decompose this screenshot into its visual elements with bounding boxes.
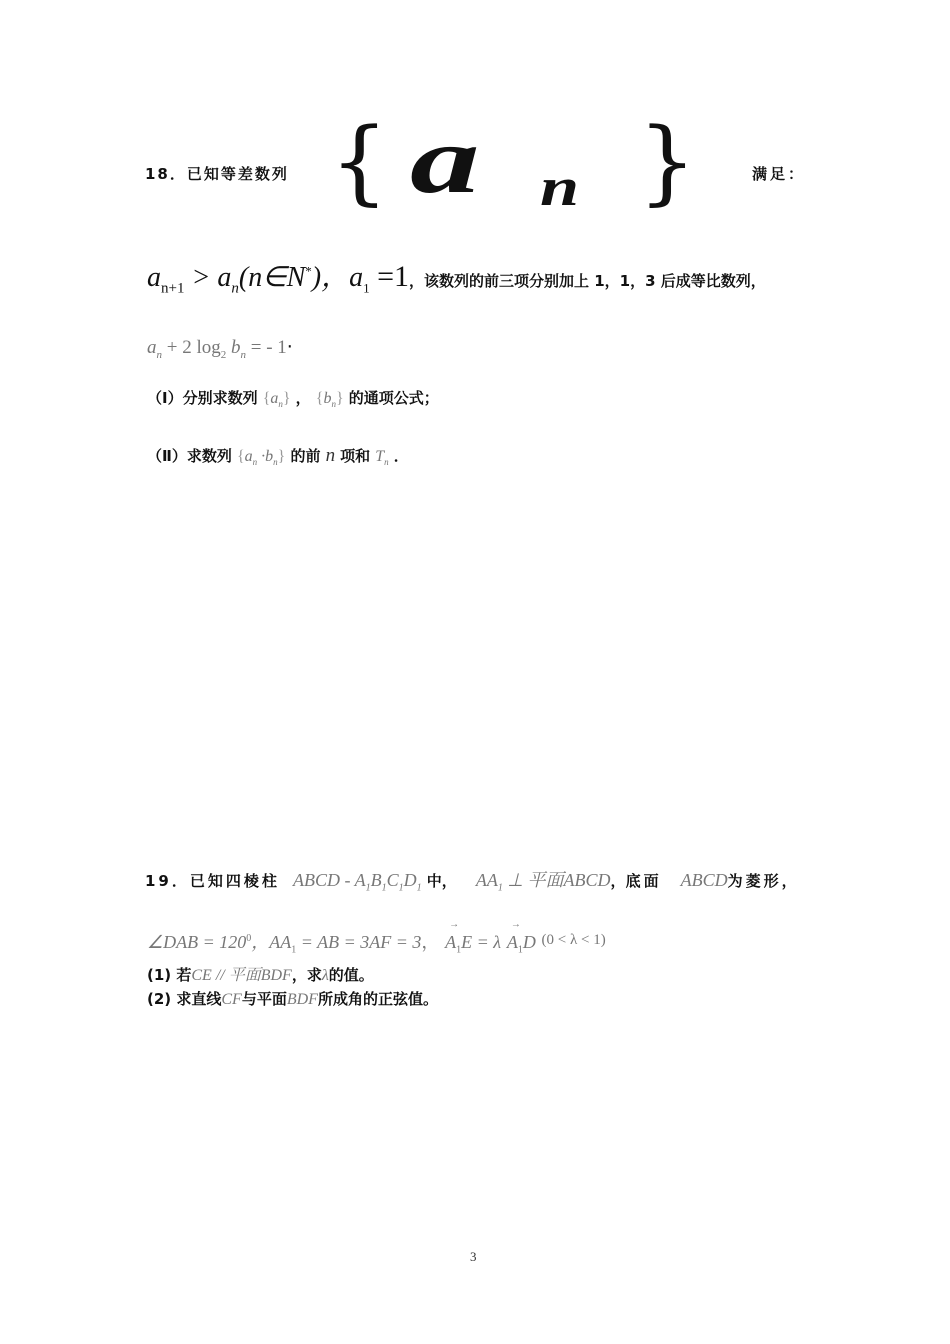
part-1-label: （Ⅰ）分别求数列 bbox=[147, 389, 258, 407]
math-eq: = λ bbox=[472, 932, 502, 952]
base-label: 底面 bbox=[625, 872, 662, 890]
math-b: b bbox=[323, 390, 332, 407]
math-a: a bbox=[270, 390, 279, 407]
page-number: 3 bbox=[470, 1249, 477, 1264]
part-2-label: （Ⅱ）求数列 bbox=[147, 447, 232, 465]
math-a: A bbox=[445, 932, 457, 952]
math-T: T bbox=[375, 448, 385, 465]
part-2-end: ． bbox=[393, 447, 409, 465]
math-sub: n bbox=[240, 348, 246, 361]
math-log: + 2 log bbox=[162, 337, 221, 358]
q19-line-2: ∠DAB = $120^0$，$AA_1$ = AB = 3AF = 3， → $A_1E = \lambda \to A_1D$ $^{(0 < \lambda < 1)}$ bbox=[147, 928, 606, 954]
q18-condition-text: ，该数列的前三项分别加上 1，1，3 后成等比数列， bbox=[409, 272, 766, 290]
math-n: n bbox=[325, 445, 336, 466]
sequence-a: a bbox=[410, 106, 480, 213]
math-sub: 1 bbox=[291, 944, 297, 956]
sub-q2-mid: 与平面 bbox=[241, 990, 287, 1008]
sub-q2-end: 所成角的正弦值。 bbox=[317, 990, 438, 1008]
vector-a1d bbox=[506, 932, 536, 956]
math-a: A bbox=[506, 932, 518, 952]
math-sub: 1 bbox=[398, 882, 404, 894]
math-bdf: BDF bbox=[286, 991, 318, 1008]
math-sub: 1 bbox=[456, 944, 462, 956]
math-b: ·b bbox=[257, 448, 274, 465]
math-b: b bbox=[226, 337, 241, 358]
part-1-tail: 的通项公式； bbox=[348, 389, 439, 407]
q18-part-1: （Ⅰ）分别求数列 $\{a_n\}$ ， $\{b_n\}$ 的通项公式； bbox=[147, 389, 439, 410]
part-2-item: 项和 bbox=[340, 447, 371, 465]
math-cond: ，AA bbox=[251, 932, 292, 952]
q18-condition-line bbox=[147, 255, 766, 295]
right-brace: } bbox=[638, 108, 697, 215]
math-sub: 2 bbox=[220, 348, 227, 361]
q18-log-relation: $a_n + 2$ $\log_2 b_n$ = - 1· bbox=[147, 336, 293, 361]
sub-q1-text: ，求 bbox=[291, 966, 322, 984]
math-d: D bbox=[522, 932, 536, 952]
math-c: C bbox=[386, 870, 399, 890]
q19-intro: 19．已知四棱柱 bbox=[145, 872, 280, 890]
part-1-sep: ， bbox=[295, 389, 311, 407]
math-eq: = - 1 bbox=[246, 337, 287, 358]
math-sub: n bbox=[156, 348, 162, 361]
rhombus-text: 为菱形， bbox=[727, 872, 800, 890]
vector-a1e bbox=[445, 932, 473, 956]
sub-q1-label: (1) 若 bbox=[147, 966, 192, 984]
sequence-subscript-n: n bbox=[540, 157, 580, 217]
part-2-mid: 的前 bbox=[290, 447, 321, 465]
sub-q1-end: 的值。 bbox=[328, 966, 374, 984]
math-a: a bbox=[147, 337, 157, 358]
math-sub: 1 bbox=[497, 882, 503, 894]
math-sub: 1 bbox=[416, 882, 422, 894]
math-e: E bbox=[461, 932, 473, 952]
math-sup: 0 bbox=[246, 933, 252, 944]
sub-q2-label: (2) 求直线 bbox=[147, 990, 222, 1008]
q19-sub-question-2 bbox=[147, 988, 438, 1009]
q18-satisfy: 满足： bbox=[752, 165, 807, 183]
math-base: ABCD bbox=[680, 870, 728, 890]
math-d: D bbox=[403, 870, 417, 890]
math-perp: ⊥ 平面ABCD bbox=[502, 870, 611, 890]
math-angle: ∠DAB = 120 bbox=[147, 932, 247, 952]
math-sub: 1 bbox=[363, 280, 370, 296]
math-lambda: λ bbox=[321, 967, 329, 984]
math-star: * bbox=[305, 263, 312, 279]
math-sub: 1 bbox=[517, 944, 523, 956]
math-eq: =1 bbox=[369, 260, 410, 293]
math-sub: n bbox=[231, 280, 239, 297]
math-aa: AA bbox=[475, 870, 498, 890]
lambda-range: (0 < λ < 1) bbox=[541, 932, 606, 948]
math-a: a bbox=[147, 262, 161, 293]
math-cond: (n∈N bbox=[238, 262, 306, 293]
math-sub: n+1 bbox=[161, 280, 185, 297]
math-gt: > a bbox=[184, 262, 232, 293]
math-prism: ABCD - A bbox=[292, 870, 366, 890]
comma: ， bbox=[610, 872, 626, 890]
math-a: a bbox=[244, 448, 253, 465]
q19-middle: 中， bbox=[426, 872, 457, 890]
math-sub: 1 bbox=[365, 882, 371, 894]
math-eq: = AB = 3AF = 3 bbox=[296, 932, 422, 952]
math-close: )，a bbox=[311, 262, 364, 293]
math-sub: 1 bbox=[381, 882, 387, 894]
math-b: B bbox=[370, 870, 382, 890]
math-ce-parallel: CE // 平面BDF bbox=[191, 967, 292, 984]
left-brace: { bbox=[330, 108, 389, 215]
q18-intro: 18．已知等差数列 bbox=[145, 165, 289, 183]
math-cf: CF bbox=[221, 991, 242, 1008]
q19-sub-question-1 bbox=[147, 962, 374, 985]
q18-part-2: （Ⅱ）求数列 $\{a_n \cdot b_n\}$ 的前 n 项和 $T_n$ ． bbox=[147, 445, 409, 468]
q19-line-1 bbox=[145, 866, 800, 892]
